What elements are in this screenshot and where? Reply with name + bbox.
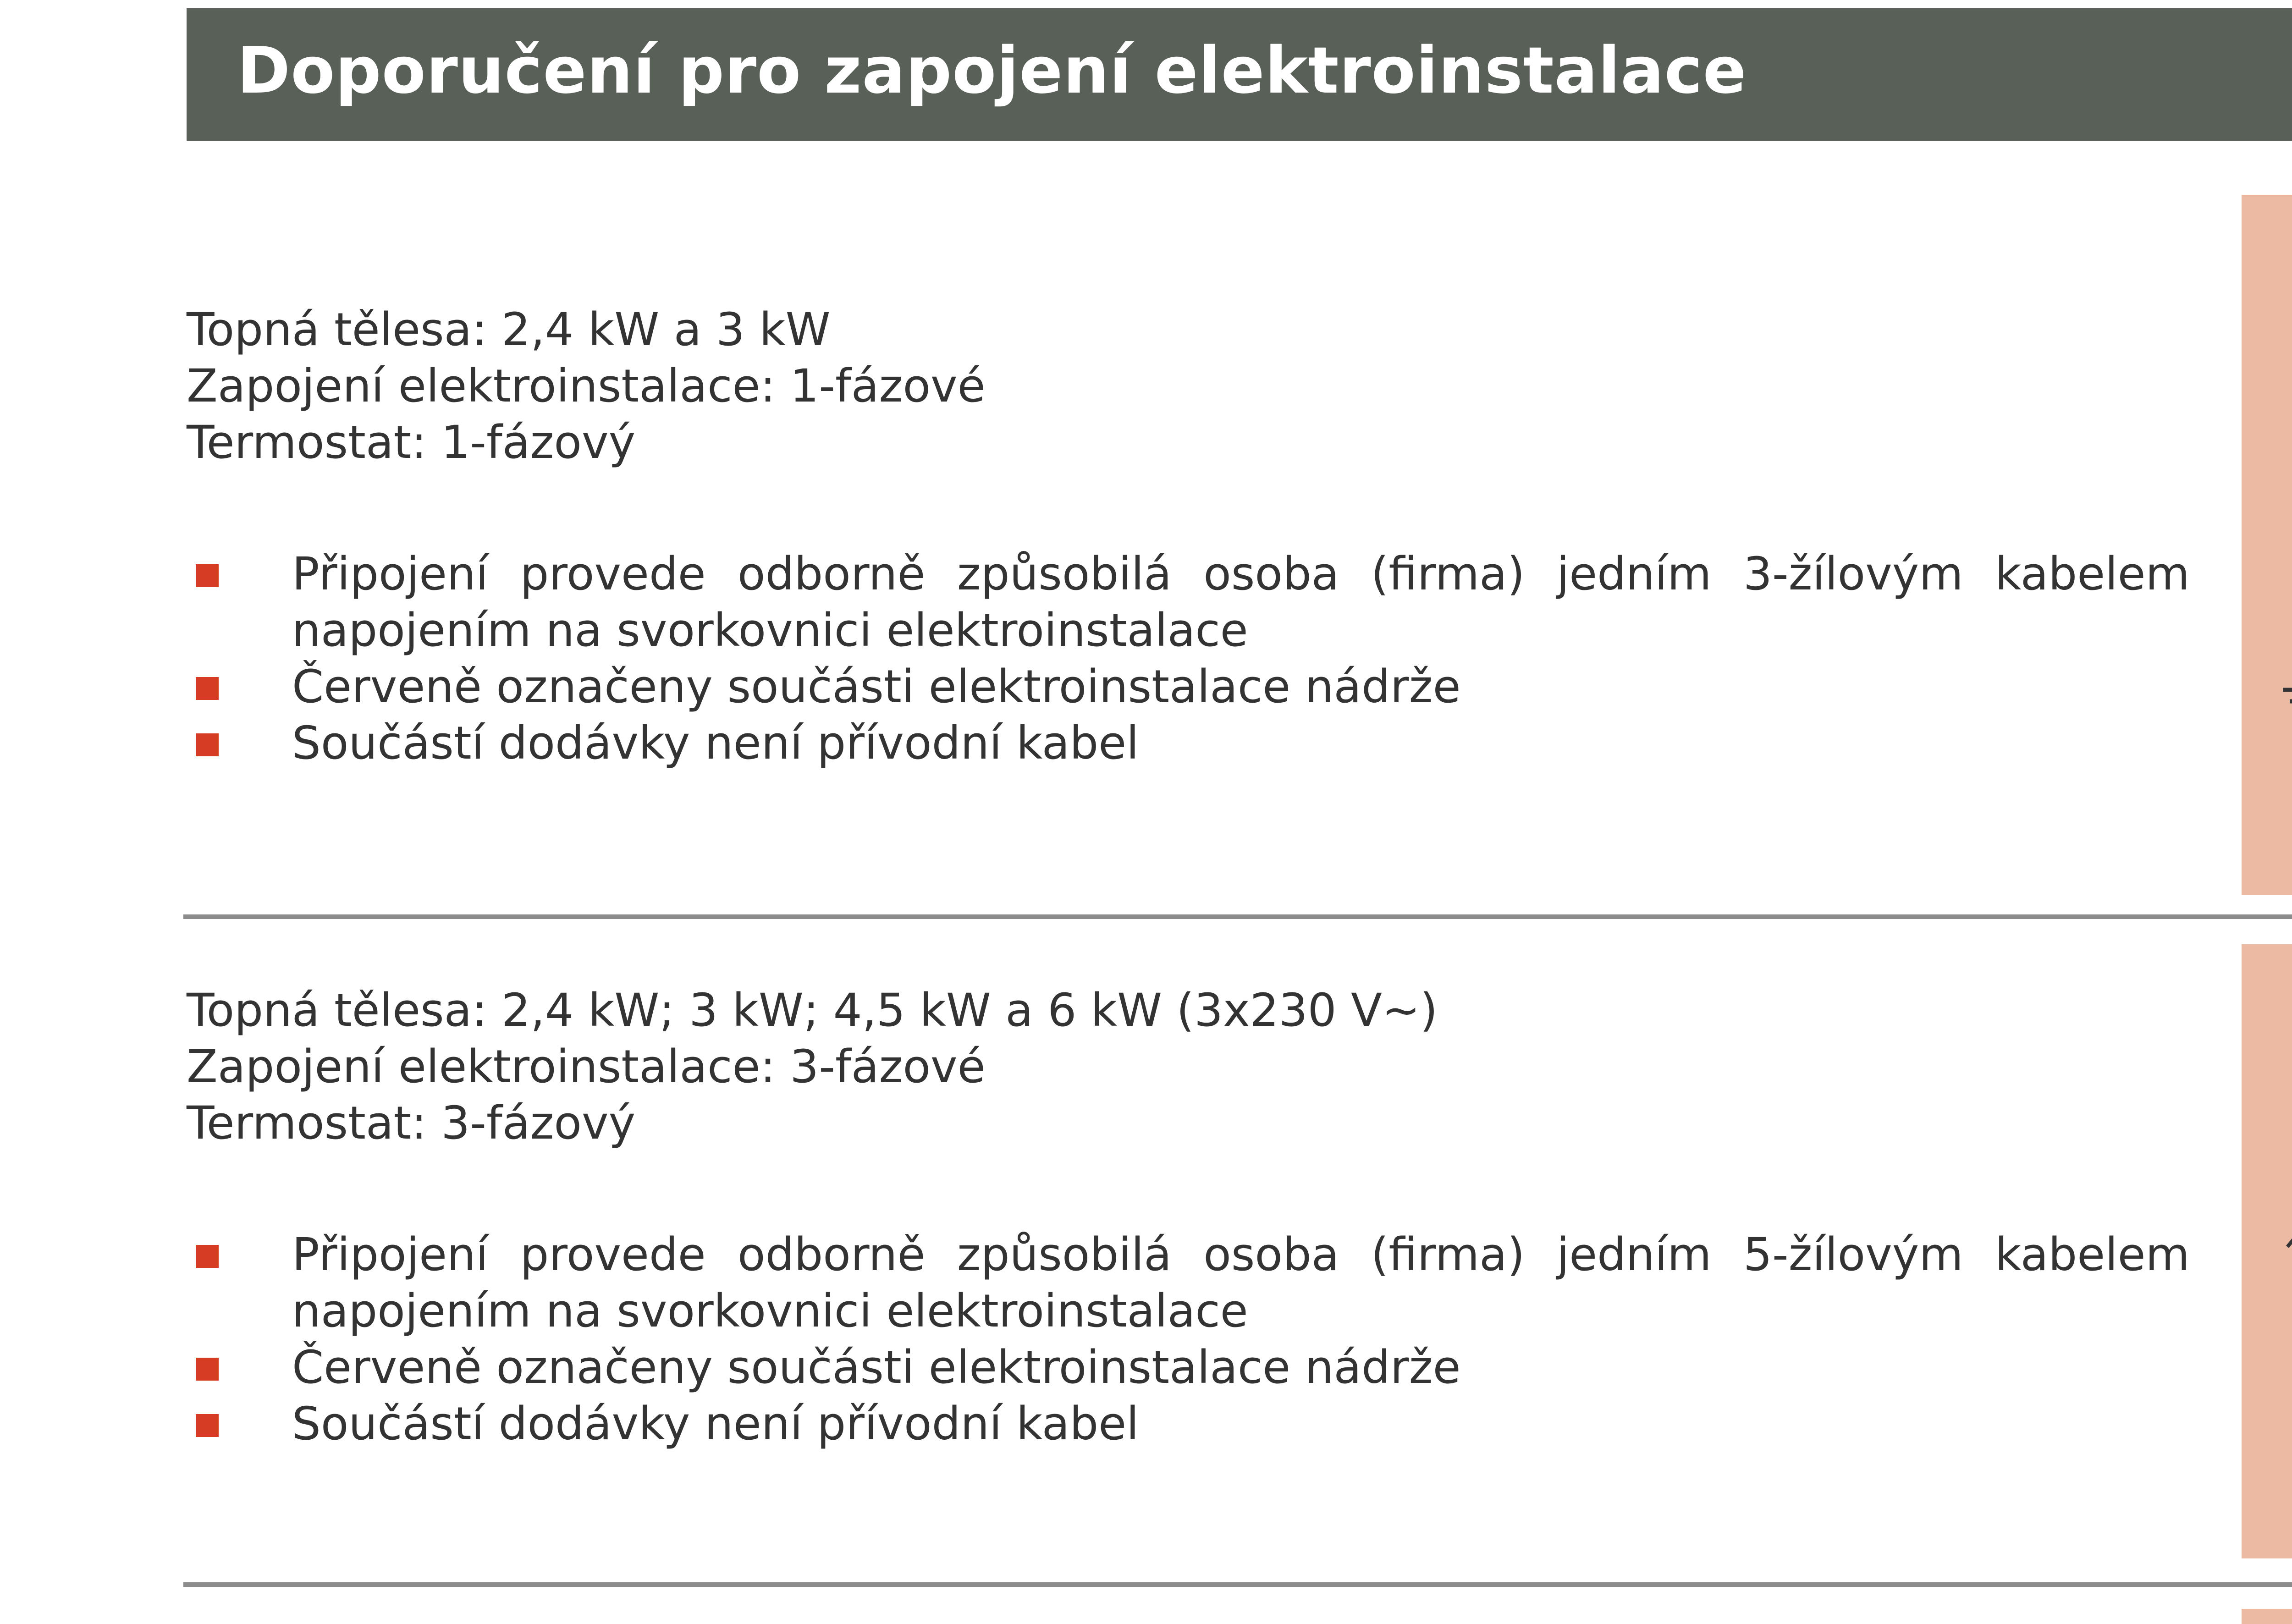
- list-item: Připojení provede odborně způsobilá osoba (firma) jedním 5-žílovým kabelem napojením na svorkovnici elektroinstalace: [187, 1227, 2190, 1339]
- page-header: [187, 8, 2292, 141]
- bullet-square-icon: [196, 733, 219, 756]
- bullet-square-icon: [196, 1245, 219, 1268]
- section-2-bullets: [187, 1227, 2190, 1452]
- bullet-square-icon: [196, 1414, 219, 1437]
- bullet-square-icon: [196, 564, 219, 587]
- page-title: Doporučení pro zapojení elektroinstalace: [237, 33, 1747, 108]
- list-item: Součástí dodávky není přívodní kabel: [187, 1396, 2190, 1452]
- spec-heaters: Topná tělesa: 2,4 kW; 3 kW; 4,5 kW a 6 kW (3x230 V~): [187, 984, 1438, 1037]
- spec-thermostat: Termostat: 1-fázový: [187, 416, 636, 469]
- section-divider: [183, 914, 2292, 919]
- spec-wiring: Zapojení elektroinstalace: 1-fázové: [187, 360, 986, 413]
- list-item: Červeně označeny součásti elektroinstalace nádrže: [187, 1339, 2190, 1396]
- bullet-square-icon: [196, 1358, 219, 1381]
- next-diagram-panel: [2242, 1609, 2292, 1624]
- bullet-square-icon: [196, 677, 219, 700]
- spec-wiring: Zapojení elektroinstalace: 3-fázové: [187, 1040, 986, 1093]
- spec-thermostat: Termostat: 3-fázový: [187, 1097, 636, 1150]
- list-item: Připojení provede odborně způsobilá osoba (firma) jedním 3-žílovým kabelem napojením na svorkovnici elektroinstalace: [187, 546, 2190, 659]
- single-phase-diagram: [2242, 195, 2292, 895]
- list-item: Červeně označeny součásti elektroinstalace nádrže: [187, 659, 2190, 715]
- section-divider: [183, 1582, 2292, 1587]
- section-1-text: [187, 302, 2190, 771]
- spec-heaters: Topná tělesa: 2,4 kW a 3 kW: [187, 303, 831, 356]
- section-2-text: [187, 982, 2190, 1452]
- three-phase-diagram: [2242, 944, 2292, 1558]
- list-item: Součástí dodávky není přívodní kabel: [187, 715, 2190, 771]
- section-1-bullets: [187, 546, 2190, 771]
